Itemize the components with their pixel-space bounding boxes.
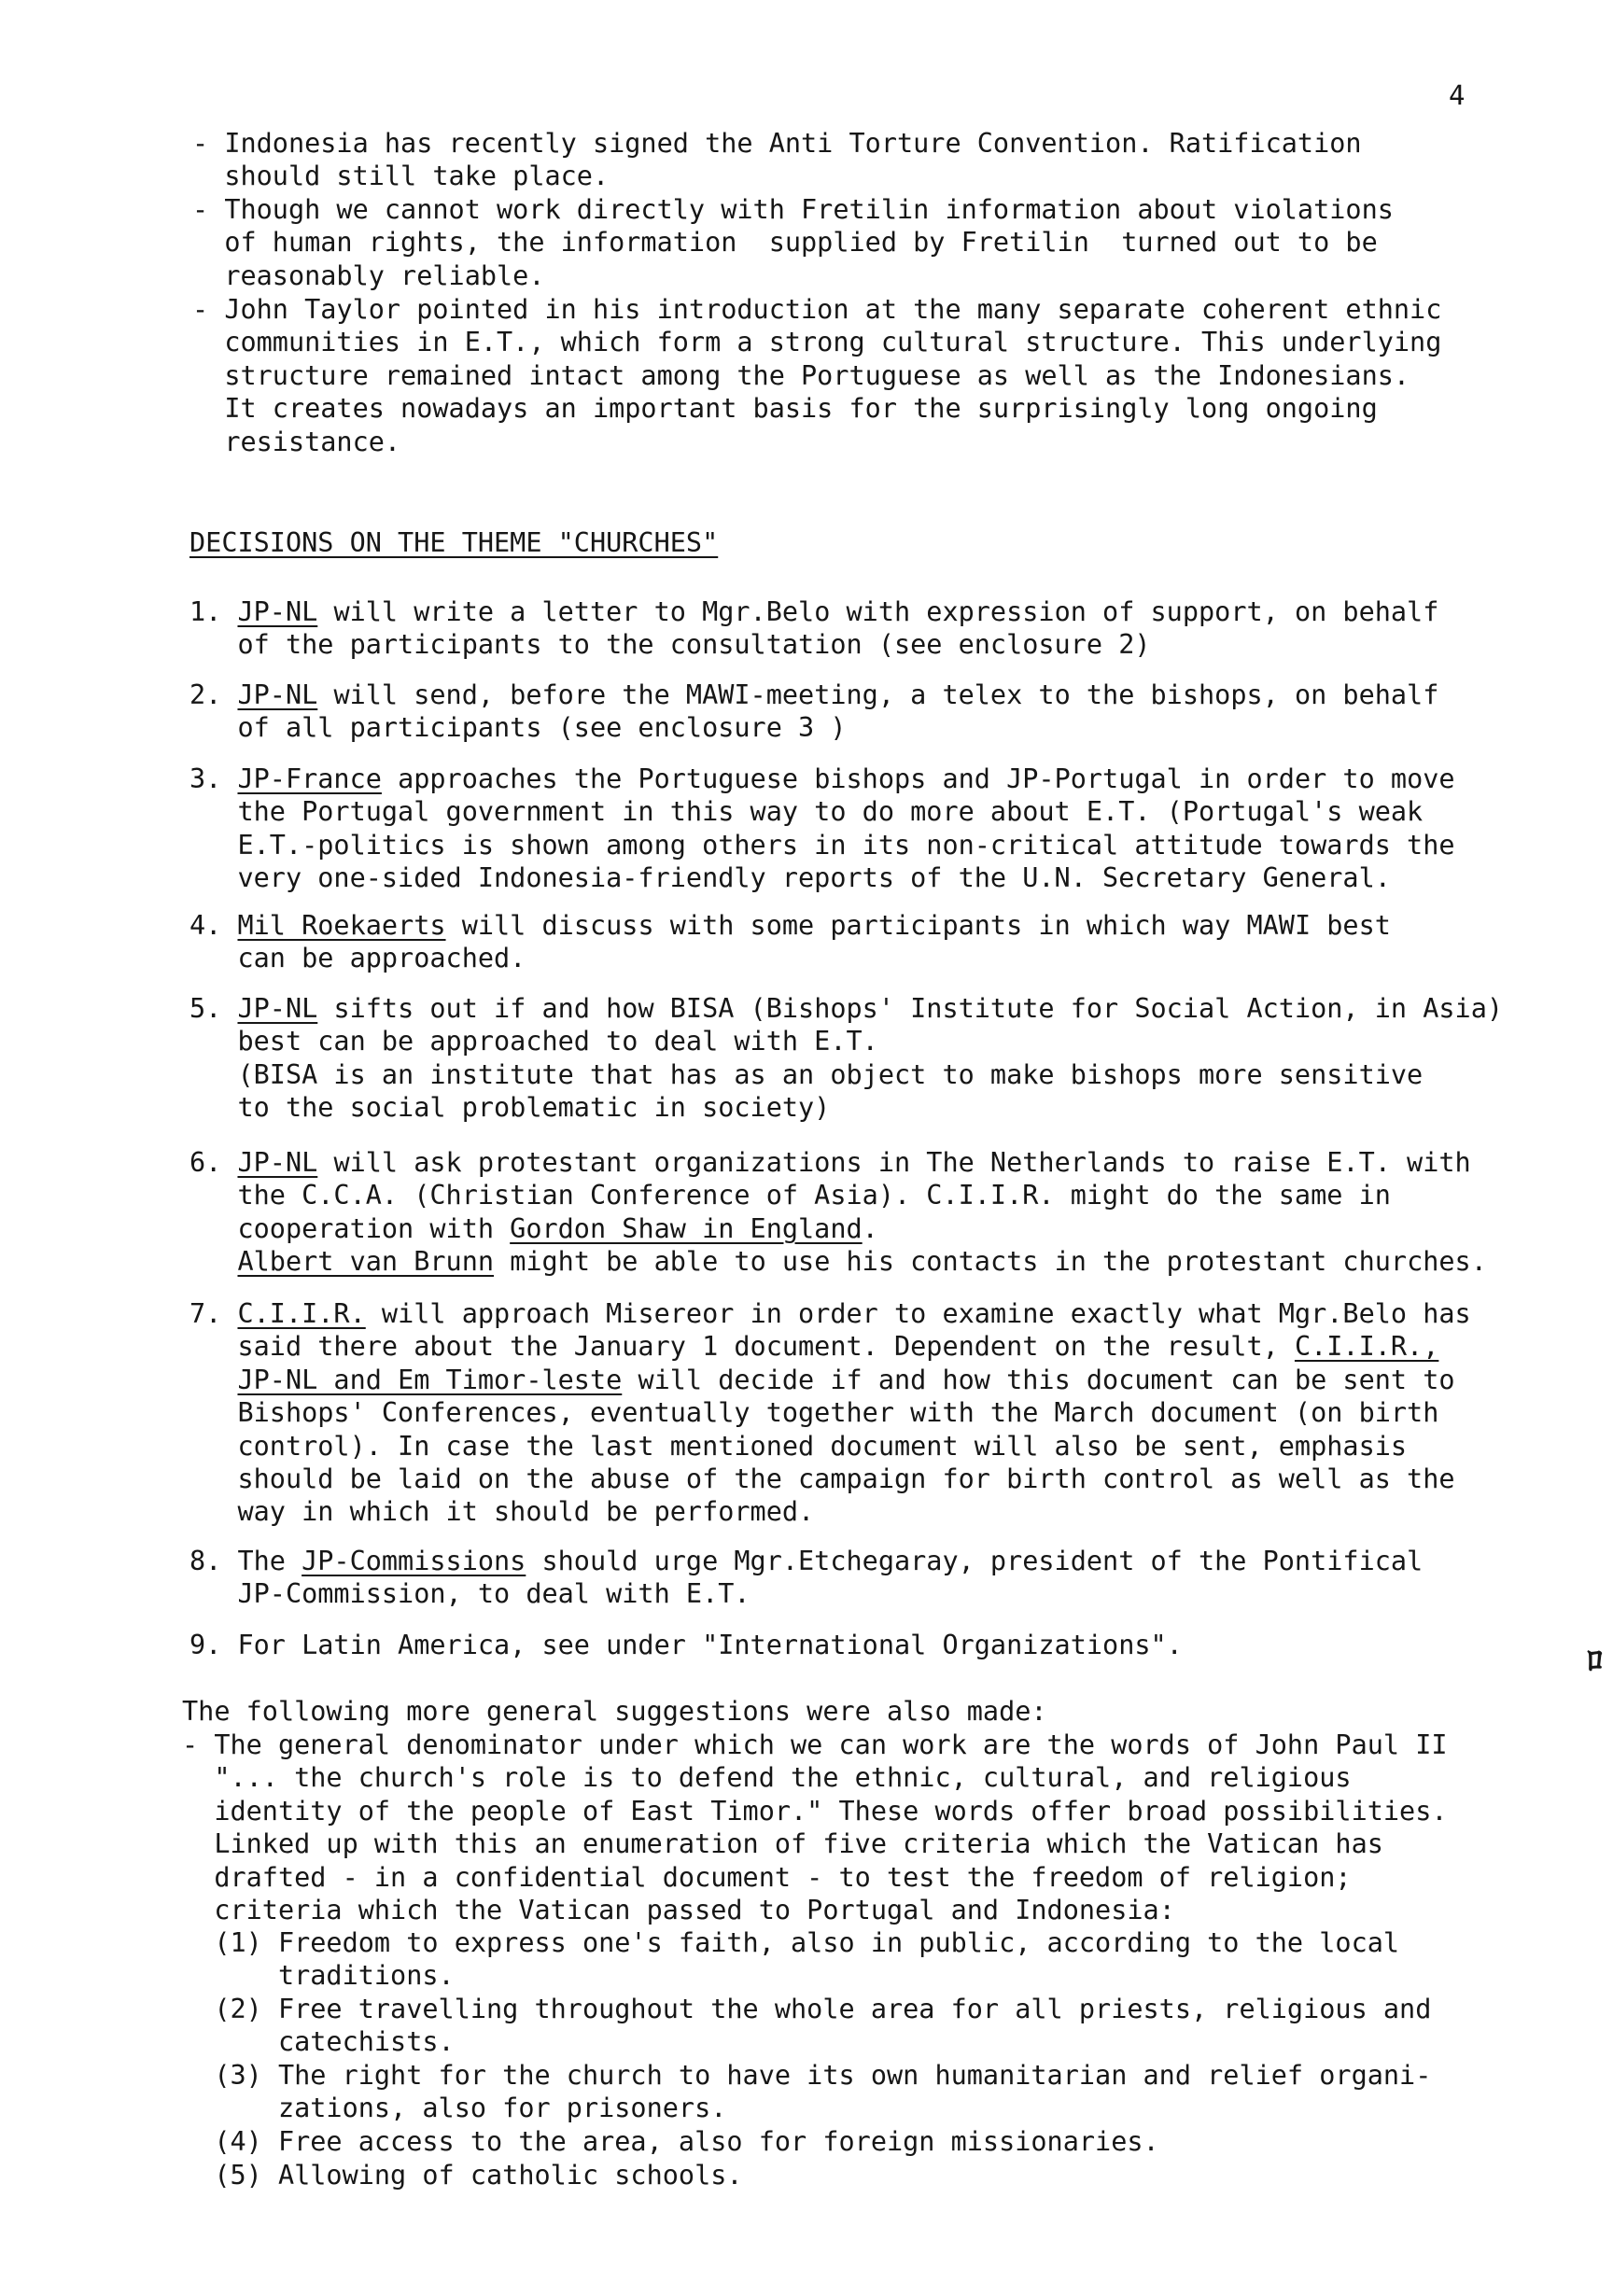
general-suggestion-line: Linked up with this an enumeration of five criteria which the Vatican has: [182, 1828, 1383, 1860]
decision-item-line: [189, 628, 1151, 662]
text-run: 5.: [189, 993, 238, 1024]
text-run: might be able to use his contacts in the protestant churches.: [494, 1246, 1487, 1278]
decision-item-line: [189, 1091, 830, 1125]
underlined-name: JP-Commissions: [302, 1546, 526, 1576]
decision-item-line: [189, 829, 1455, 862]
intro-bullet-line: resistance.: [192, 426, 401, 457]
intro-bullet-line: It creates nowadays an important basis for the surprisingly long ongoing: [192, 393, 1378, 425]
intro-bullet-line: communities in E.T., which form a strong cultural structure. This underlying: [192, 327, 1442, 358]
underlined-name: C.I.I.R.: [237, 1298, 366, 1329]
text-run: [189, 1246, 237, 1277]
text-run: 1.: [189, 596, 238, 627]
decision-item-line: [189, 1495, 814, 1529]
underlined-name: Mil Roekaerts: [237, 910, 446, 941]
intro-bullet-line: - Indonesia has recently signed the Anti Torture Convention. Ratification: [192, 128, 1362, 159]
underlined-name: JP-NL: [237, 679, 318, 710]
text-run: of the participants to the consultation (see enclosure 2): [189, 629, 1151, 661]
section-heading: DECISIONS ON THE THEME "CHURCHES": [189, 527, 719, 558]
decision-item-line: [189, 1629, 1183, 1662]
underlined-name: Gordon Shaw in England: [510, 1212, 863, 1244]
text-run: said there about the January 1 document. Dependent on the result,: [189, 1331, 1295, 1363]
decision-item-line: [189, 992, 1503, 1026]
text-run: will approach Misereor in order to examine exactly what Mgr.Belo has: [365, 1298, 1471, 1329]
decision-item-line: [189, 711, 847, 745]
text-run: can be approached.: [189, 943, 526, 974]
underlined-name: JP-NL: [237, 993, 318, 1024]
text-run: 9. For Latin America, see under "International Organizations".: [189, 1630, 1183, 1660]
margin-mark-top: ﾛ: [1587, 1643, 1603, 1680]
criterion-line: zations, also for prisoners.: [182, 2093, 727, 2124]
decision-item-line: [189, 679, 1438, 712]
decision-item-line: [189, 1545, 1423, 1578]
text-run: cooperation with: [189, 1212, 511, 1244]
intro-bullet-line: - John Taylor pointed in his introduction at the many separate coherent ethnic: [192, 294, 1442, 325]
decision-item-line: [189, 1146, 1471, 1180]
text-run: 4.: [189, 910, 238, 941]
criterion-line: (3) The right for the church to have its own humanitarian and relief organi-: [182, 2060, 1432, 2091]
criterion-line: (2) Free travelling throughout the whole area for all priests, religious and: [182, 1994, 1432, 2024]
text-run: will send, before the MAWI-meeting, a telex to the bishops, on behalf: [317, 679, 1439, 710]
text-run: should be laid on the abuse of the campaign for birth control as well as the: [189, 1463, 1455, 1494]
decision-item-line: [189, 1463, 1455, 1496]
text-run: the C.C.A. (Christian Conference of Asia). C.I.I.R. might do the same in: [189, 1180, 1391, 1211]
decision-item-line: [189, 942, 526, 975]
text-run: will decide if and how this document can be sent to: [622, 1364, 1455, 1395]
criterion-line: traditions.: [182, 1960, 455, 1992]
decision-item-line: [189, 861, 1391, 895]
decision-item-line: [189, 1025, 878, 1058]
text-run: will write a letter to Mgr.Belo with expression of support, on behalf: [317, 596, 1439, 627]
decision-item-line: [189, 1577, 750, 1611]
underlined-name: JP-NL: [237, 1147, 318, 1178]
decision-item-line: [189, 1430, 1407, 1463]
intro-bullet-line: - Though we cannot work directly with Fretilin information about violations: [192, 194, 1394, 225]
decision-item-line: [189, 909, 1391, 943]
text-run: 7.: [189, 1298, 238, 1329]
decision-item-line: [189, 1330, 1438, 1364]
intro-bullet-line: structure remained intact among the Portuguese as well as the Indonesians.: [192, 359, 1410, 391]
text-run: way in which it should be performed.: [189, 1496, 815, 1528]
general-suggestion-line: drafted - in a confidential document - to test the freedom of religion;: [182, 1861, 1352, 1893]
decision-item-line: [189, 1245, 1487, 1279]
underlined-name: JP-NL and Em Timor-leste: [237, 1364, 623, 1395]
text-run: [189, 1365, 237, 1395]
text-run: (BISA is an institute that has as an object to make bishops more sensitive: [189, 1058, 1424, 1090]
text-run: should urge Mgr.Etchegaray, president of the Pontifical: [526, 1546, 1424, 1576]
text-run: Bishops' Conferences, eventually together with the March document (on birth: [189, 1397, 1439, 1429]
text-run: sifts out if and how BISA (Bishops' Institute for Social Action, in Asia): [317, 993, 1504, 1024]
text-run: will discuss with some participants in which way MAWI best: [445, 910, 1391, 941]
text-run: 2.: [189, 679, 238, 710]
underlined-name: C.I.I.R.,: [1294, 1331, 1439, 1363]
criterion-line: (5) Allowing of catholic schools.: [182, 2160, 743, 2191]
decision-item-line: [189, 1179, 1391, 1212]
underlined-name: Albert van Brunn: [237, 1246, 495, 1278]
text-run: 6.: [189, 1147, 238, 1178]
general-suggestion-line: "... the church's role is to defend the ethnic, cultural, and religious: [182, 1762, 1352, 1794]
text-run: very one-sided Indonesia-friendly reports of the U.N. Secretary General.: [189, 862, 1391, 894]
text-run: approaches the Portuguese bishops and JP-Portugal in order to move: [381, 763, 1455, 794]
criterion-line: (4) Free access to the area, also for foreign missionaries.: [182, 2126, 1159, 2157]
criterion-line: (1) Freedom to express one's faith, also in public, according to the local: [182, 1927, 1400, 1958]
general-suggestion-line: criteria which the Vatican passed to Portugal and Indonesia:: [182, 1895, 1175, 1925]
intro-bullet-line: should still take place.: [192, 161, 610, 192]
decision-item-line: [189, 1058, 1423, 1092]
text-run: 8. The: [189, 1546, 302, 1576]
text-run: JP-Commission, to deal with E.T.: [189, 1578, 750, 1610]
underlined-name: JP-NL: [237, 596, 318, 627]
general-suggestion-line: identity of the people of East Timor." These words offer broad possibilities.: [182, 1795, 1448, 1827]
text-run: to the social problematic in society): [189, 1092, 831, 1124]
text-run: best can be approached to deal with E.T.: [189, 1026, 878, 1057]
text-run: the Portugal government in this way to do more about E.T. (Portugal's weak: [189, 796, 1424, 828]
text-run: 3.: [189, 763, 238, 794]
text-run: .: [862, 1212, 878, 1244]
intro-bullet-line: reasonably reliable.: [192, 259, 545, 291]
general-suggestion-line: - The general denominator under which we can work are the words of John Paul II: [182, 1729, 1448, 1760]
decision-item-line: [189, 1396, 1438, 1430]
text-run: E.T.-politics is shown among others in its non-critical attitude towards the: [189, 829, 1455, 861]
page-number: 4: [1449, 79, 1466, 111]
decision-item-line: [189, 795, 1423, 829]
decision-item-line: [189, 763, 1455, 796]
decision-item-line: [189, 1364, 1455, 1397]
text-run: will ask protestant organizations in The Netherlands to raise E.T. with: [317, 1147, 1471, 1178]
text-run: control). In case the last mentioned document will also be sent, emphasis: [189, 1430, 1408, 1462]
decision-item-line: [189, 1212, 878, 1246]
decision-item-line: [189, 595, 1438, 629]
intro-bullet-line: of human rights, the information supplied by Fretilin turned out to be: [192, 227, 1378, 259]
criterion-line: catechists.: [182, 2026, 455, 2058]
general-intro: The following more general suggestions were also made:: [182, 1696, 1047, 1727]
decision-item-line: [189, 1297, 1471, 1331]
text-run: of all participants (see enclosure 3 ): [189, 712, 847, 744]
underlined-name: JP-France: [237, 763, 382, 794]
